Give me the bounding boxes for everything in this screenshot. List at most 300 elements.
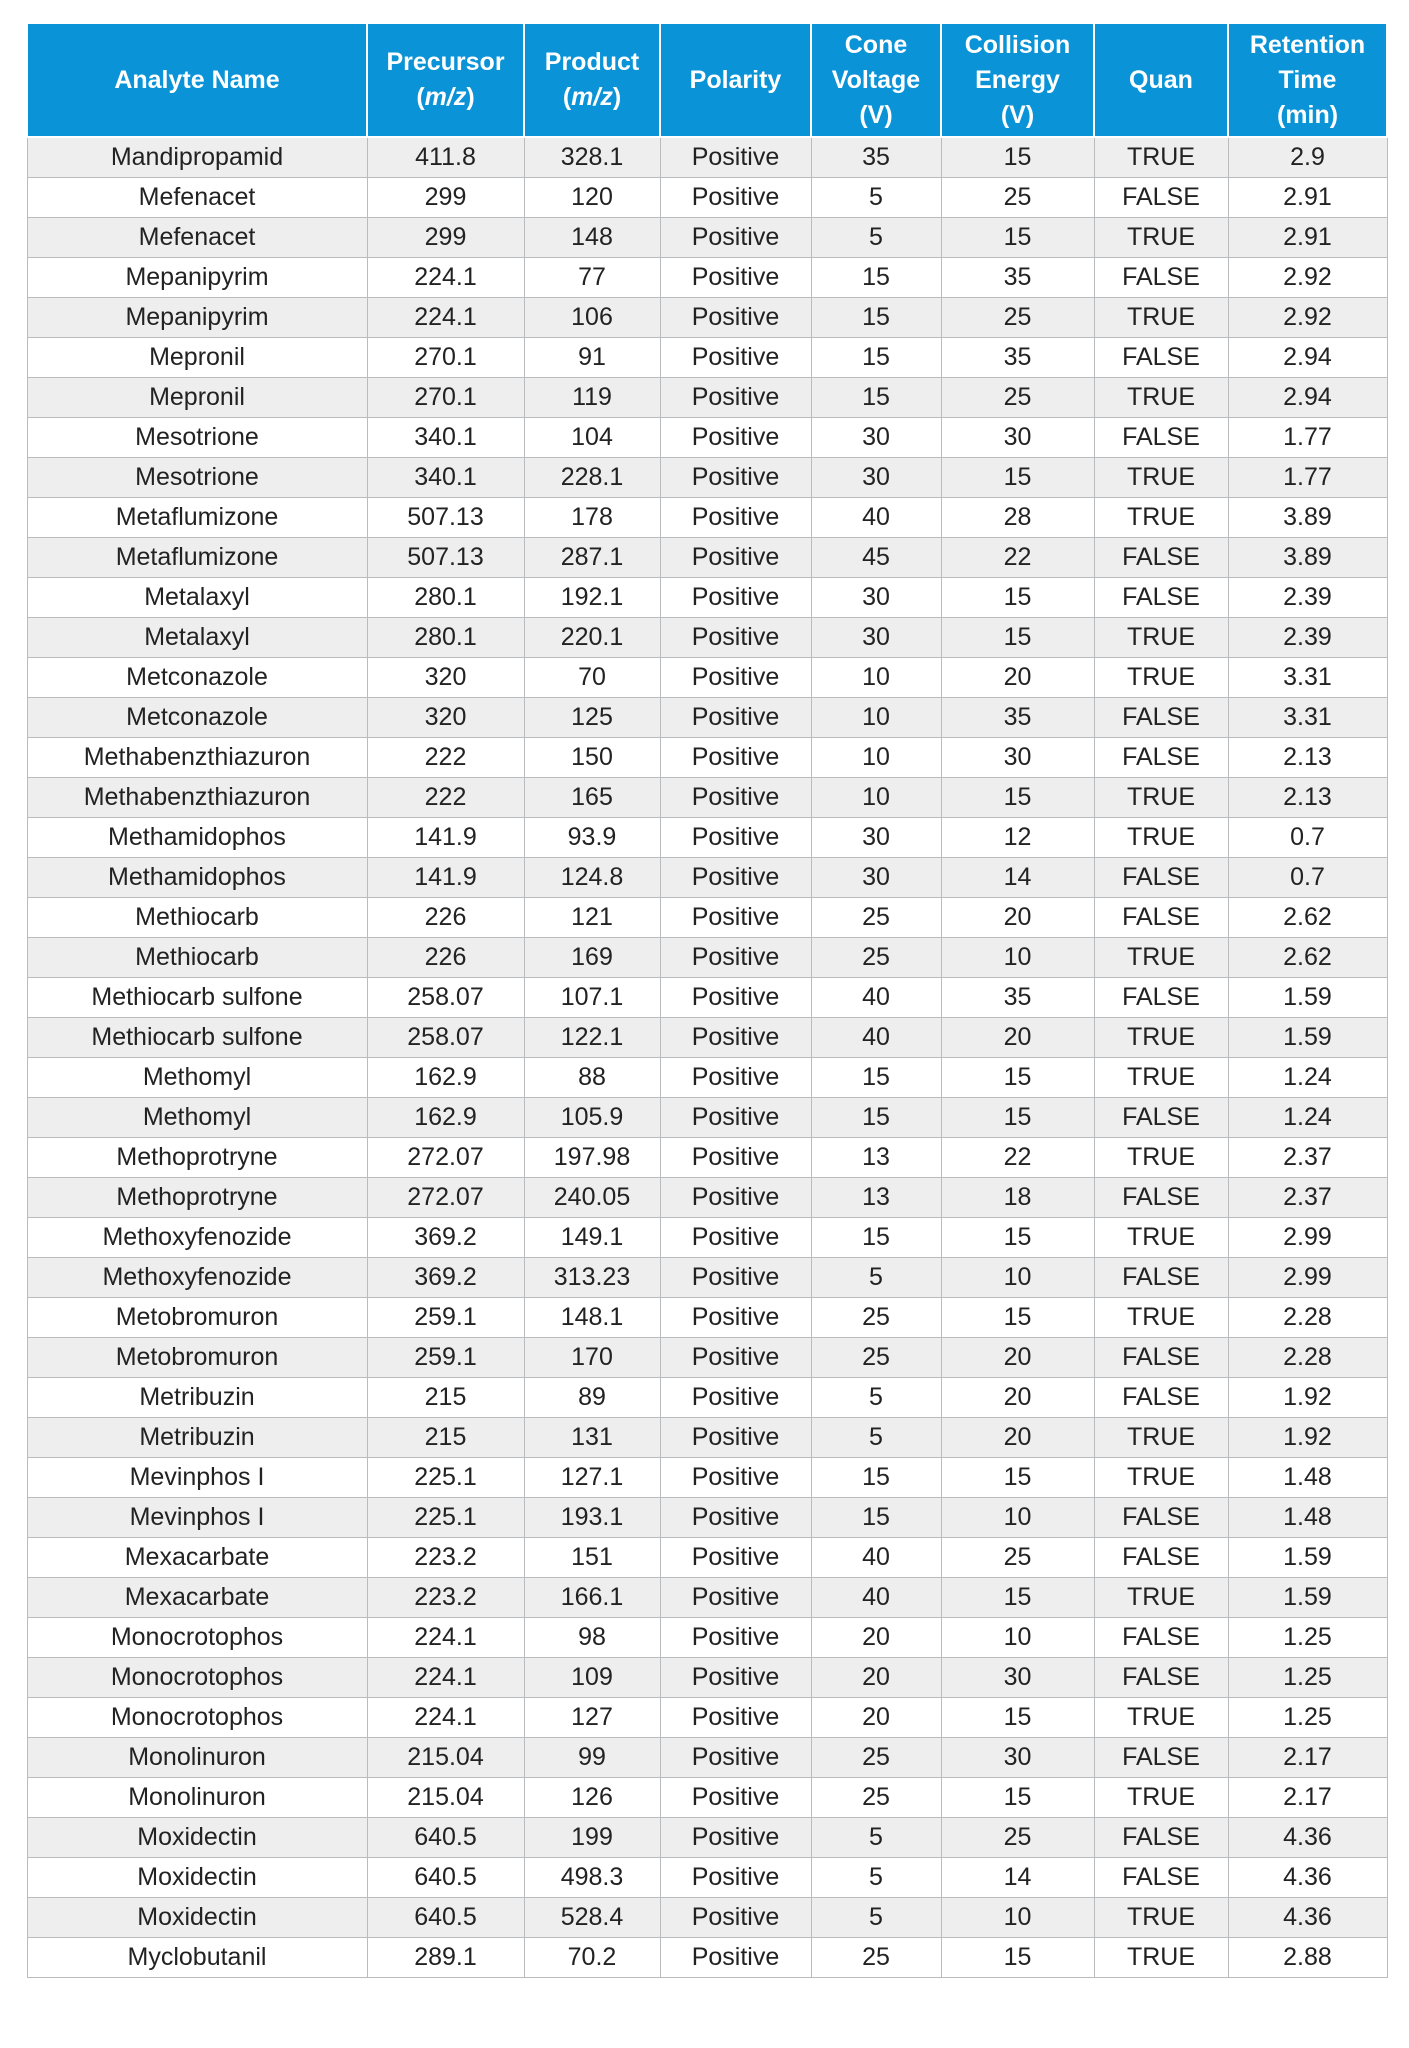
header-cone-voltage: Cone Voltage (V) [811, 23, 941, 137]
polarity-cell: Positive [660, 258, 811, 298]
cone-voltage-cell: 15 [811, 298, 941, 338]
quan-cell: TRUE [1094, 1058, 1228, 1098]
retention-time-cell: 2.37 [1228, 1178, 1387, 1218]
precursor-cell: 141.9 [367, 858, 524, 898]
collision-energy-cell: 14 [941, 1858, 1094, 1898]
cone-voltage-cell: 5 [811, 1378, 941, 1418]
precursor-cell: 507.13 [367, 498, 524, 538]
table-row [27, 498, 1387, 538]
retention-time-cell: 2.92 [1228, 258, 1387, 298]
collision-energy-cell: 15 [941, 1298, 1094, 1338]
product-cell: 149.1 [524, 1218, 660, 1258]
retention-time-cell: 2.28 [1228, 1298, 1387, 1338]
quan-cell: FALSE [1094, 418, 1228, 458]
table-header [27, 23, 1387, 137]
quan-cell: TRUE [1094, 298, 1228, 338]
quan-cell: TRUE [1094, 498, 1228, 538]
product-cell: 178 [524, 498, 660, 538]
quan-cell: TRUE [1094, 1458, 1228, 1498]
quan-cell: FALSE [1094, 858, 1228, 898]
retention-time-cell: 2.99 [1228, 1218, 1387, 1258]
cone-voltage-cell: 5 [811, 218, 941, 258]
retention-time-cell: 2.39 [1228, 618, 1387, 658]
analyte-name-cell: Moxidectin [27, 1818, 367, 1858]
polarity-cell: Positive [660, 1418, 811, 1458]
analyte-name-cell: Methamidophos [27, 818, 367, 858]
polarity-cell: Positive [660, 1698, 811, 1738]
polarity-cell: Positive [660, 458, 811, 498]
table-row [27, 1098, 1387, 1138]
analyte-name-cell: Methabenzthiazuron [27, 738, 367, 778]
collision-energy-cell: 15 [941, 1578, 1094, 1618]
quan-cell: FALSE [1094, 898, 1228, 938]
retention-time-cell: 2.62 [1228, 898, 1387, 938]
polarity-cell: Positive [660, 338, 811, 378]
retention-time-cell: 1.25 [1228, 1618, 1387, 1658]
retention-time-cell: 3.89 [1228, 498, 1387, 538]
header-retention-time: Retention Time (min) [1228, 23, 1387, 137]
quan-cell: FALSE [1094, 1818, 1228, 1858]
cone-voltage-cell: 30 [811, 458, 941, 498]
product-cell: 197.98 [524, 1138, 660, 1178]
precursor-cell: 272.07 [367, 1178, 524, 1218]
retention-time-cell: 1.92 [1228, 1418, 1387, 1458]
polarity-cell: Positive [660, 578, 811, 618]
precursor-cell: 280.1 [367, 578, 524, 618]
retention-time-cell: 2.28 [1228, 1338, 1387, 1378]
collision-energy-cell: 35 [941, 978, 1094, 1018]
product-cell: 127 [524, 1698, 660, 1738]
collision-energy-cell: 30 [941, 738, 1094, 778]
collision-energy-cell: 28 [941, 498, 1094, 538]
precursor-cell: 507.13 [367, 538, 524, 578]
table-row [27, 858, 1387, 898]
quan-cell: TRUE [1094, 818, 1228, 858]
quan-cell: FALSE [1094, 178, 1228, 218]
polarity-cell: Positive [660, 1538, 811, 1578]
product-cell: 88 [524, 1058, 660, 1098]
cone-voltage-cell: 40 [811, 978, 941, 1018]
precursor-cell: 224.1 [367, 1698, 524, 1738]
collision-energy-cell: 15 [941, 1458, 1094, 1498]
collision-energy-cell: 25 [941, 378, 1094, 418]
analyte-name-cell: Methabenzthiazuron [27, 778, 367, 818]
analyte-name-cell: Mexacarbate [27, 1578, 367, 1618]
polarity-cell: Positive [660, 1378, 811, 1418]
polarity-cell: Positive [660, 1258, 811, 1298]
polarity-cell: Positive [660, 1938, 811, 1978]
polarity-cell: Positive [660, 1658, 811, 1698]
collision-energy-cell: 25 [941, 298, 1094, 338]
retention-time-cell: 3.31 [1228, 658, 1387, 698]
header-product: Product (m/z) [524, 23, 660, 137]
retention-time-cell: 2.88 [1228, 1938, 1387, 1978]
retention-time-cell: 4.36 [1228, 1818, 1387, 1858]
retention-time-cell: 2.17 [1228, 1778, 1387, 1818]
precursor-cell: 162.9 [367, 1058, 524, 1098]
table-row [27, 1498, 1387, 1538]
header-analyte-name: Analyte Name [27, 23, 367, 137]
cone-voltage-cell: 25 [811, 1738, 941, 1778]
analyte-name-cell: Monolinuron [27, 1738, 367, 1778]
analyte-name-cell: Methiocarb [27, 938, 367, 978]
table-row [27, 1458, 1387, 1498]
precursor-cell: 299 [367, 218, 524, 258]
quan-cell: FALSE [1094, 1258, 1228, 1298]
retention-time-cell: 4.36 [1228, 1858, 1387, 1898]
precursor-cell: 215 [367, 1418, 524, 1458]
collision-energy-cell: 20 [941, 1378, 1094, 1418]
table-row [27, 818, 1387, 858]
cone-voltage-cell: 25 [811, 898, 941, 938]
quan-cell: FALSE [1094, 578, 1228, 618]
precursor-cell: 224.1 [367, 1658, 524, 1698]
table-row [27, 1138, 1387, 1178]
table-row [27, 458, 1387, 498]
analyte-name-cell: Moxidectin [27, 1858, 367, 1898]
cone-voltage-cell: 5 [811, 1858, 941, 1898]
retention-time-cell: 0.7 [1228, 818, 1387, 858]
polarity-cell: Positive [660, 1298, 811, 1338]
precursor-cell: 215 [367, 1378, 524, 1418]
collision-energy-cell: 22 [941, 1138, 1094, 1178]
quan-cell: TRUE [1094, 137, 1228, 178]
precursor-cell: 225.1 [367, 1458, 524, 1498]
product-cell: 131 [524, 1418, 660, 1458]
table-row [27, 1698, 1387, 1738]
cone-voltage-cell: 5 [811, 1818, 941, 1858]
quan-cell: FALSE [1094, 1658, 1228, 1698]
precursor-cell: 224.1 [367, 1618, 524, 1658]
product-cell: 77 [524, 258, 660, 298]
retention-time-cell: 3.31 [1228, 698, 1387, 738]
polarity-cell: Positive [660, 978, 811, 1018]
table-row [27, 1818, 1387, 1858]
precursor-cell: 224.1 [367, 258, 524, 298]
table-row [27, 1938, 1387, 1978]
retention-time-cell: 0.7 [1228, 858, 1387, 898]
cone-voltage-cell: 25 [811, 938, 941, 978]
header-polarity: Polarity [660, 23, 811, 137]
precursor-cell: 340.1 [367, 418, 524, 458]
analyte-name-cell: Mevinphos I [27, 1498, 367, 1538]
cone-voltage-cell: 25 [811, 1338, 941, 1378]
header-collision-energy: Collision Energy (V) [941, 23, 1094, 137]
polarity-cell: Positive [660, 1618, 811, 1658]
analyte-name-cell: Mepanipyrim [27, 258, 367, 298]
polarity-cell: Positive [660, 1898, 811, 1938]
quan-cell: FALSE [1094, 538, 1228, 578]
cone-voltage-cell: 10 [811, 778, 941, 818]
table-row [27, 418, 1387, 458]
analyte-name-cell: Metalaxyl [27, 618, 367, 658]
product-cell: 313.23 [524, 1258, 660, 1298]
quan-cell: TRUE [1094, 458, 1228, 498]
table-row [27, 1218, 1387, 1258]
table-body [27, 137, 1387, 1978]
quan-cell: FALSE [1094, 1538, 1228, 1578]
product-cell: 498.3 [524, 1858, 660, 1898]
quan-cell: FALSE [1094, 1618, 1228, 1658]
table-row [27, 938, 1387, 978]
quan-cell: TRUE [1094, 938, 1228, 978]
retention-time-cell: 1.77 [1228, 458, 1387, 498]
retention-time-cell: 1.25 [1228, 1658, 1387, 1698]
precursor-cell: 215.04 [367, 1778, 524, 1818]
product-cell: 93.9 [524, 818, 660, 858]
product-cell: 170 [524, 1338, 660, 1378]
polarity-cell: Positive [660, 1578, 811, 1618]
precursor-cell: 259.1 [367, 1338, 524, 1378]
polarity-cell: Positive [660, 1178, 811, 1218]
table-row [27, 378, 1387, 418]
collision-energy-cell: 15 [941, 778, 1094, 818]
retention-time-cell: 3.89 [1228, 538, 1387, 578]
table-row [27, 1618, 1387, 1658]
table-row [27, 698, 1387, 738]
table-row [27, 137, 1387, 178]
quan-cell: FALSE [1094, 1738, 1228, 1778]
table-row [27, 1538, 1387, 1578]
analyte-name-cell: Mepronil [27, 378, 367, 418]
collision-energy-cell: 35 [941, 698, 1094, 738]
product-cell: 70 [524, 658, 660, 698]
retention-time-cell: 2.17 [1228, 1738, 1387, 1778]
polarity-cell: Positive [660, 1338, 811, 1378]
cone-voltage-cell: 5 [811, 1418, 941, 1458]
polarity-cell: Positive [660, 1018, 811, 1058]
table-row [27, 1258, 1387, 1298]
quan-cell: FALSE [1094, 1338, 1228, 1378]
retention-time-cell: 2.91 [1228, 178, 1387, 218]
quan-cell: TRUE [1094, 1138, 1228, 1178]
collision-energy-cell: 10 [941, 1258, 1094, 1298]
precursor-cell: 224.1 [367, 298, 524, 338]
collision-energy-cell: 20 [941, 1418, 1094, 1458]
cone-voltage-cell: 15 [811, 1458, 941, 1498]
collision-energy-cell: 10 [941, 1498, 1094, 1538]
analyte-name-cell: Methoxyfenozide [27, 1218, 367, 1258]
precursor-cell: 320 [367, 658, 524, 698]
table-row [27, 1018, 1387, 1058]
product-cell: 192.1 [524, 578, 660, 618]
product-cell: 107.1 [524, 978, 660, 1018]
precursor-cell: 141.9 [367, 818, 524, 858]
precursor-cell: 259.1 [367, 1298, 524, 1338]
product-cell: 70.2 [524, 1938, 660, 1978]
retention-time-cell: 1.24 [1228, 1058, 1387, 1098]
polarity-cell: Positive [660, 1138, 811, 1178]
product-cell: 328.1 [524, 137, 660, 178]
cone-voltage-cell: 20 [811, 1658, 941, 1698]
precursor-cell: 223.2 [367, 1538, 524, 1578]
polarity-cell: Positive [660, 698, 811, 738]
cone-voltage-cell: 20 [811, 1698, 941, 1738]
product-cell: 528.4 [524, 1898, 660, 1938]
analyte-name-cell: Moxidectin [27, 1898, 367, 1938]
collision-energy-cell: 12 [941, 818, 1094, 858]
precursor-cell: 369.2 [367, 1218, 524, 1258]
precursor-cell: 270.1 [367, 378, 524, 418]
collision-energy-cell: 35 [941, 258, 1094, 298]
retention-time-cell: 1.77 [1228, 418, 1387, 458]
polarity-cell: Positive [660, 1498, 811, 1538]
collision-energy-cell: 20 [941, 898, 1094, 938]
collision-energy-cell: 15 [941, 458, 1094, 498]
analyte-name-cell: Monocrotophos [27, 1658, 367, 1698]
precursor-cell: 270.1 [367, 338, 524, 378]
cone-voltage-cell: 25 [811, 1938, 941, 1978]
collision-energy-cell: 30 [941, 1658, 1094, 1698]
product-cell: 166.1 [524, 1578, 660, 1618]
polarity-cell: Positive [660, 778, 811, 818]
collision-energy-cell: 15 [941, 1058, 1094, 1098]
collision-energy-cell: 10 [941, 1898, 1094, 1938]
table-row [27, 218, 1387, 258]
analyte-name-cell: Metobromuron [27, 1298, 367, 1338]
cone-voltage-cell: 40 [811, 1538, 941, 1578]
analyte-name-cell: Metribuzin [27, 1378, 367, 1418]
quan-cell: TRUE [1094, 378, 1228, 418]
analyte-name-cell: Monocrotophos [27, 1618, 367, 1658]
precursor-cell: 280.1 [367, 618, 524, 658]
polarity-cell: Positive [660, 898, 811, 938]
precursor-cell: 226 [367, 898, 524, 938]
retention-time-cell: 4.36 [1228, 1898, 1387, 1938]
analyte-name-cell: Mepanipyrim [27, 298, 367, 338]
collision-energy-cell: 15 [941, 218, 1094, 258]
analyte-name-cell: Methiocarb sulfone [27, 1018, 367, 1058]
cone-voltage-cell: 30 [811, 818, 941, 858]
table-row [27, 1058, 1387, 1098]
table-row [27, 178, 1387, 218]
polarity-cell: Positive [660, 738, 811, 778]
quan-cell: TRUE [1094, 1298, 1228, 1338]
product-cell: 199 [524, 1818, 660, 1858]
cone-voltage-cell: 35 [811, 137, 941, 178]
header-row [27, 23, 1387, 137]
quan-cell: FALSE [1094, 338, 1228, 378]
analyte-name-cell: Mepronil [27, 338, 367, 378]
quan-cell: FALSE [1094, 1098, 1228, 1138]
analyte-name-cell: Monolinuron [27, 1778, 367, 1818]
analyte-name-cell: Mefenacet [27, 178, 367, 218]
collision-energy-cell: 15 [941, 618, 1094, 658]
table-row [27, 978, 1387, 1018]
analyte-name-cell: Mandipropamid [27, 137, 367, 178]
mrm-transitions-table [26, 22, 1388, 1978]
polarity-cell: Positive [660, 1778, 811, 1818]
table-row [27, 738, 1387, 778]
quan-cell: FALSE [1094, 698, 1228, 738]
polarity-cell: Positive [660, 658, 811, 698]
collision-energy-cell: 15 [941, 1098, 1094, 1138]
precursor-cell: 215.04 [367, 1738, 524, 1778]
polarity-cell: Positive [660, 818, 811, 858]
table-row [27, 1298, 1387, 1338]
table-row [27, 778, 1387, 818]
cone-voltage-cell: 25 [811, 1298, 941, 1338]
quan-cell: TRUE [1094, 618, 1228, 658]
quan-cell: TRUE [1094, 1698, 1228, 1738]
product-cell: 193.1 [524, 1498, 660, 1538]
polarity-cell: Positive [660, 858, 811, 898]
polarity-cell: Positive [660, 1218, 811, 1258]
product-cell: 220.1 [524, 618, 660, 658]
precursor-cell: 640.5 [367, 1898, 524, 1938]
cone-voltage-cell: 13 [811, 1178, 941, 1218]
cone-voltage-cell: 15 [811, 258, 941, 298]
collision-energy-cell: 20 [941, 1018, 1094, 1058]
table-row [27, 1858, 1387, 1898]
precursor-cell: 222 [367, 738, 524, 778]
precursor-cell: 369.2 [367, 1258, 524, 1298]
product-cell: 91 [524, 338, 660, 378]
polarity-cell: Positive [660, 1858, 811, 1898]
table-row [27, 1338, 1387, 1378]
product-cell: 148.1 [524, 1298, 660, 1338]
retention-time-cell: 2.9 [1228, 137, 1387, 178]
collision-energy-cell: 15 [941, 137, 1094, 178]
analyte-name-cell: Mevinphos I [27, 1458, 367, 1498]
quan-cell: FALSE [1094, 1378, 1228, 1418]
product-cell: 165 [524, 778, 660, 818]
precursor-cell: 222 [367, 778, 524, 818]
quan-cell: FALSE [1094, 258, 1228, 298]
precursor-cell: 258.07 [367, 978, 524, 1018]
cone-voltage-cell: 5 [811, 1258, 941, 1298]
cone-voltage-cell: 25 [811, 1778, 941, 1818]
polarity-cell: Positive [660, 1738, 811, 1778]
retention-time-cell: 2.92 [1228, 298, 1387, 338]
cone-voltage-cell: 5 [811, 178, 941, 218]
collision-energy-cell: 18 [941, 1178, 1094, 1218]
quan-cell: FALSE [1094, 1178, 1228, 1218]
collision-energy-cell: 15 [941, 1778, 1094, 1818]
product-cell: 119 [524, 378, 660, 418]
collision-energy-cell: 15 [941, 578, 1094, 618]
collision-energy-cell: 10 [941, 938, 1094, 978]
table-row [27, 338, 1387, 378]
table-row [27, 618, 1387, 658]
table-row [27, 1378, 1387, 1418]
collision-energy-cell: 10 [941, 1618, 1094, 1658]
cone-voltage-cell: 10 [811, 698, 941, 738]
cone-voltage-cell: 45 [811, 538, 941, 578]
retention-time-cell: 2.37 [1228, 1138, 1387, 1178]
analyte-name-cell: Metaflumizone [27, 498, 367, 538]
retention-time-cell: 2.13 [1228, 778, 1387, 818]
retention-time-cell: 2.91 [1228, 218, 1387, 258]
quan-cell: TRUE [1094, 218, 1228, 258]
cone-voltage-cell: 40 [811, 498, 941, 538]
table-row [27, 538, 1387, 578]
analyte-name-cell: Metalaxyl [27, 578, 367, 618]
table-row [27, 578, 1387, 618]
quan-cell: TRUE [1094, 658, 1228, 698]
polarity-cell: Positive [660, 1458, 811, 1498]
quan-cell: TRUE [1094, 1218, 1228, 1258]
cone-voltage-cell: 15 [811, 1218, 941, 1258]
precursor-cell: 226 [367, 938, 524, 978]
product-cell: 109 [524, 1658, 660, 1698]
product-cell: 148 [524, 218, 660, 258]
precursor-cell: 223.2 [367, 1578, 524, 1618]
cone-voltage-cell: 30 [811, 418, 941, 458]
polarity-cell: Positive [660, 218, 811, 258]
table-row [27, 1418, 1387, 1458]
polarity-cell: Positive [660, 618, 811, 658]
